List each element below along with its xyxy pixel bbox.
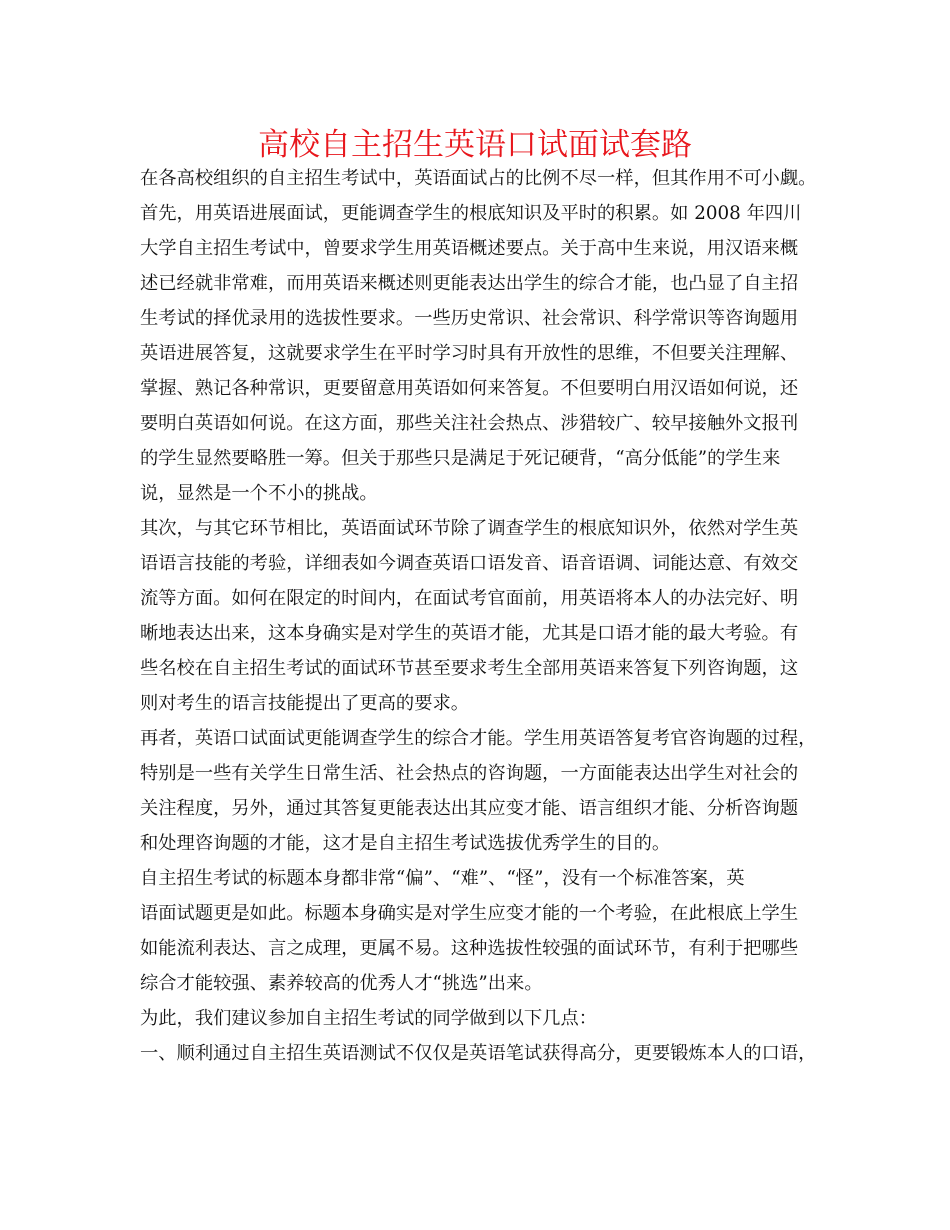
body-line: 生考试的择优录用的选拔性要求。一些历史常识、社会常识、科学常识等咨询题用 — [140, 308, 799, 329]
body-line: 如能流利表达、言之成理，更属不易。这种选拔性较强的面试环节，有利于把哪些 — [140, 938, 799, 959]
body-line: 英语进展答复，这就要求学生在平时学习时具有开放性的思维，不但要关注理解、 — [140, 343, 799, 364]
body-line: 的学生显然要略胜一筹。但关于那些只是满足于死记硬背，“高分低能”的学生来 — [140, 448, 781, 469]
body-line: 特别是一些有关学生日常生活、社会热点的咨询题，一方面能表达出学生对社会的 — [140, 763, 799, 784]
body-line: 首先，用英语进展面试，更能调查学生的根底知识及平时的积累。如 2008 年四川 — [140, 203, 802, 224]
body-line: 再者，英语口试面试更能调查学生的综合才能。学生用英语答复考官咨询题的过程， — [140, 728, 817, 749]
body-line: 和处理咨询题的才能，这才是自主招生考试选拔优秀学生的目的。 — [140, 833, 671, 854]
body-line: 其次，与其它环节相比，英语面试环节除了调查学生的根底知识外，依然对学生英 — [140, 518, 799, 539]
body-line: 要明白英语如何说。在这方面，那些关注社会热点、涉猎较广、较早接触外文报刊 — [140, 413, 799, 434]
body-line: 一、顺利通过自主招生英语测试不仅仅是英语笔试获得高分，更要锻炼本人的口语， — [140, 1043, 817, 1064]
body-line: 语面试题更是如此。标题本身确实是对学生应变才能的一个考验，在此根底上学生 — [140, 903, 799, 924]
body-line: 掌握、熟记各种常识，更要留意用英语如何来答复。不但要明白用汉语如何说，还 — [140, 378, 799, 399]
document-body — [140, 161, 820, 1071]
body-line: 综合才能较强、素养较高的优秀人才“挑选”出来。 — [140, 973, 543, 994]
body-line: 大学自主招生考试中，曾要求学生用英语概述要点。关于高中生来说，用汉语来概 — [140, 238, 799, 259]
body-line: 述已经就非常难，而用英语来概述则更能表达出学生的综合才能，也凸显了自主招 — [140, 273, 799, 294]
body-line: 些名校在自主招生考试的面试环节甚至要求考生全部用英语来答复下列咨询题，这 — [140, 658, 799, 679]
body-line: 在各高校组织的自主招生考试中，英语面试占的比例不尽一样，但其作用不可小觑。 — [140, 168, 817, 189]
body-line: 则对考生的语言技能提出了更高的要求。 — [140, 693, 470, 714]
body-line: 语语言技能的考验，详细表如今调查英语口语发音、语音语调、词能达意、有效交 — [140, 553, 799, 574]
body-line: 自主招生考试的标题本身都非常“偏”、“难”、“怪”，没有一个标准答案，英 — [140, 868, 745, 889]
body-line: 为此，我们建议参加自主招生考试的同学做到以下几点： — [140, 1008, 598, 1029]
body-line: 流等方面。如何在限定的时间内，在面试考官面前，用英语将本人的办法完好、明 — [140, 588, 799, 609]
body-line: 说，显然是一个不小的挑战。 — [140, 483, 378, 504]
document-title: 高校自主招生英语口试面试套路 — [258, 127, 692, 163]
body-line: 晰地表达出来，这本身确实是对学生的英语才能，尤其是口语才能的最大考验。有 — [140, 623, 799, 644]
body-line: 关注程度，另外，通过其答复更能表达出其应变才能、语言组织才能、分析咨询题 — [140, 798, 799, 819]
